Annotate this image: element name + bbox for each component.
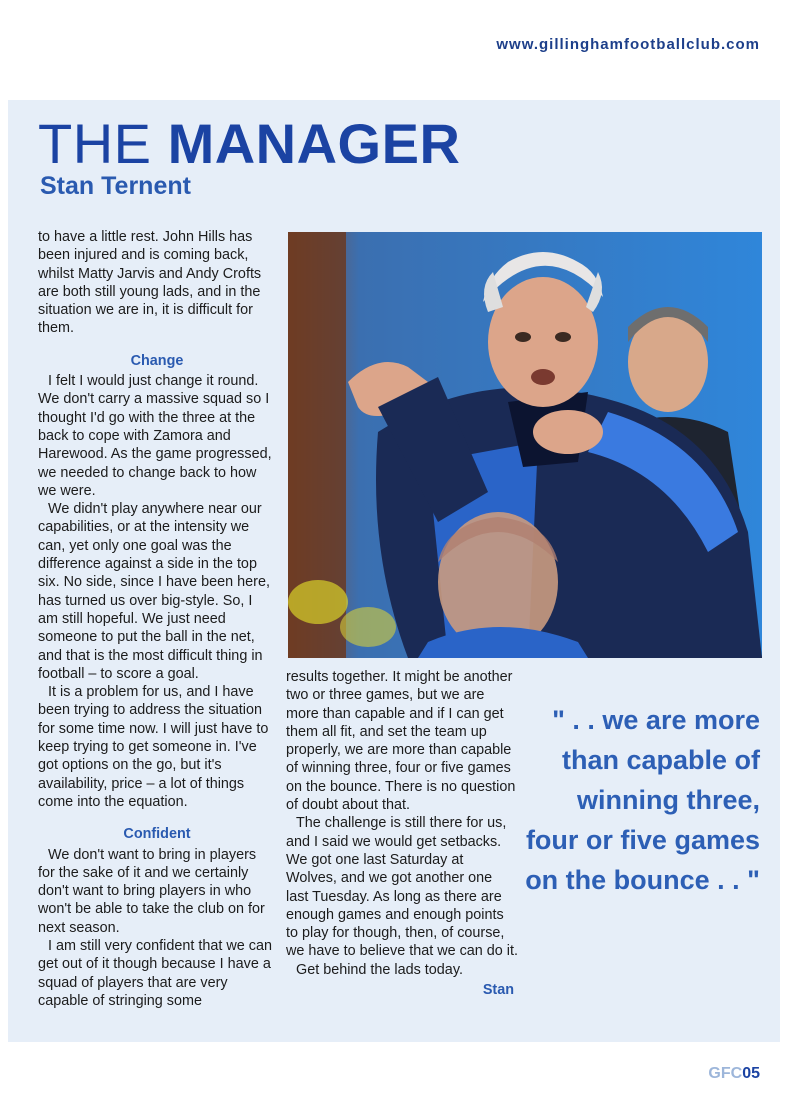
page-number-digits: 05 (742, 1065, 760, 1082)
page-prefix: GFC (708, 1065, 743, 1082)
manager-photo (288, 232, 762, 658)
subheading-confident: Confident (123, 826, 191, 843)
article-column-2 (286, 668, 518, 999)
paragraph: Get behind the lads today. (296, 961, 463, 978)
subheading-change: Change (130, 352, 184, 369)
article-column-1 (38, 228, 276, 1010)
title-manager: MANAGER (167, 112, 461, 175)
paragraph: We didn't play anywhere near our capabilities, or at the intensity we can, yet only one goal was the difference against a side in the top six. No side, since I have been here, has turned us over big-style. So, I am still hopeful. We just need someone to put the ball in the net, and that is the most difficult thing in football – to score a goal. (38, 501, 270, 682)
paragraph: I felt I would just change it round. We don't carry a massive squad so I thought I'd go with the three at the back to cope with Zamora and Harewood. As the game progressed, we needed to change back to how we were. (38, 373, 272, 499)
website-url: www.gillinghamfootballclub.com (496, 36, 760, 53)
paragraph: It is a problem for us, and I have been trying to address the situation for some time now. I will just have to keep trying to get someone in. I've got options on the go, but it's availability, price – a lot of things come into the equation. (38, 684, 269, 810)
paragraph: The challenge is still there for us, and I said we would get setbacks. We got one last Saturday at Wolves, and we got another one last Tuesday. As long as there are enough games and enough points to play for though, then, of course, we have to believe that we can do it. (286, 815, 518, 960)
pull-quote: " . . we are more than capable of winning three, four or five games on the bounce . . " (525, 705, 760, 895)
title-the: THE (38, 112, 168, 175)
signature: Stan (482, 982, 514, 999)
paragraph: I am still very confident that we can get out of it though because I have a squad of players that are very capable of stringing some (38, 937, 272, 1009)
page-number (708, 1065, 760, 1083)
manager-photo-illustration (288, 232, 762, 658)
paragraph: results together. It might be another two or three games, but we are more than capable and if I can get them all fit, and set the team up properly, we are more than capable of winning three, four or five games on the bounce. There is no question of doubt about that. (286, 669, 516, 814)
paragraph: We don't want to bring in players for the sake of it and we certainly don't want to bring players in who won't be able to take the club on for next season. (38, 846, 265, 936)
paragraph: to have a little rest. John Hills has been injured and is coming back, whilst Matty Jarvis and Andy Crofts are both still young lads, and in the situation we are in, it is difficult for them. (38, 229, 262, 337)
page-title (38, 112, 460, 176)
manager-name: Stan Ternent (40, 172, 191, 200)
